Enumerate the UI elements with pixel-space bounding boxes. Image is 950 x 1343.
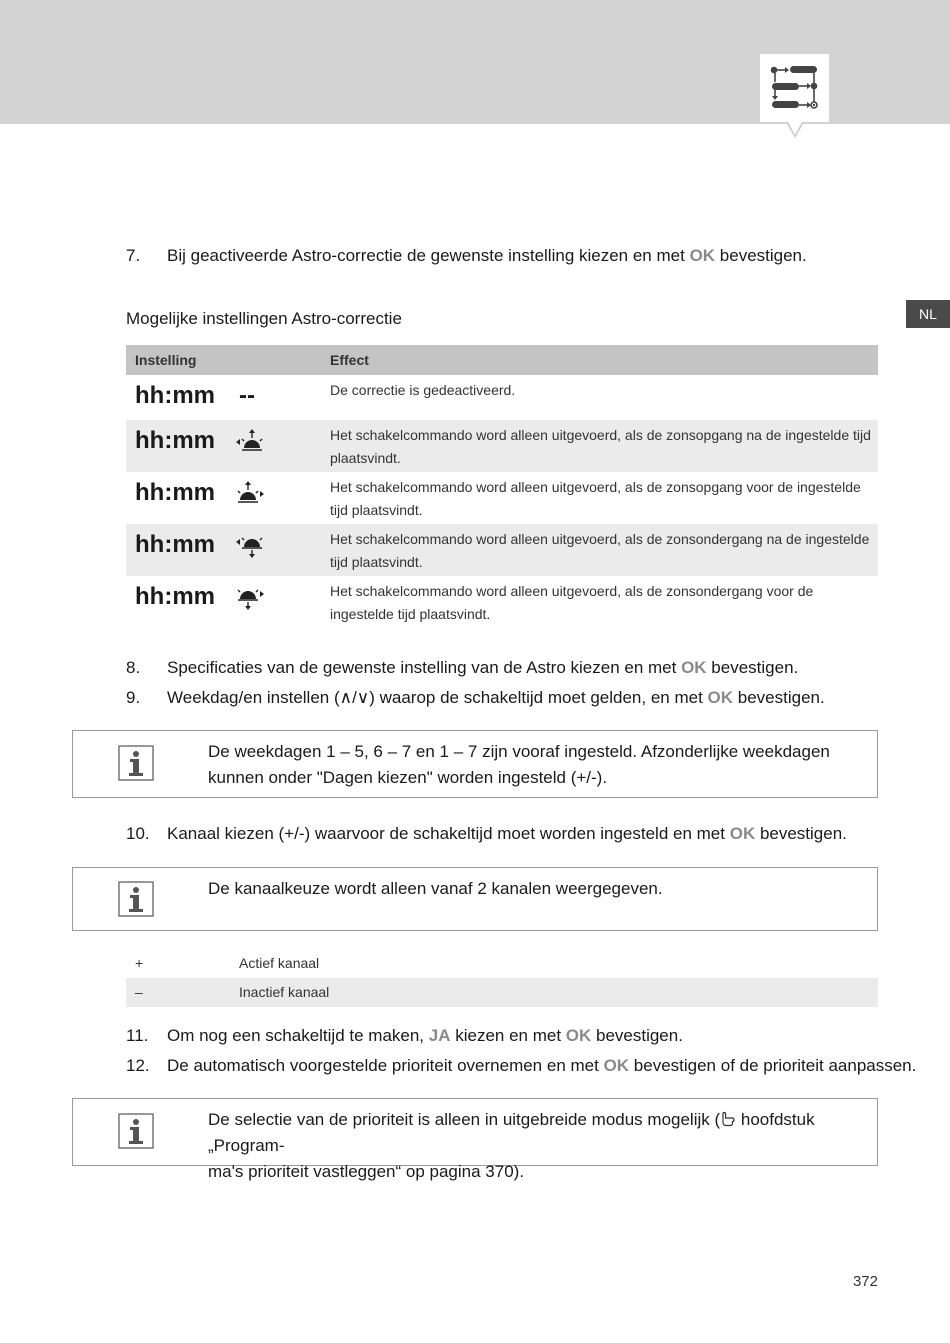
deactivated-symbol: -- [239, 382, 255, 409]
step-text: Om nog een schakeltijd te maken, JA kiezen en met OK bevestigen. [167, 1026, 683, 1045]
step-number: 12. [126, 1056, 150, 1075]
table-row [126, 576, 878, 628]
table-row [126, 978, 878, 1007]
step-number: 7. [126, 246, 141, 265]
info-icon [118, 1113, 154, 1149]
effect-text: Het schakelcommando word alleen uitgevoerd, als de zonsondergang voor de ingestelde tijd plaatsvindt. [330, 583, 814, 622]
info-note [72, 867, 878, 931]
astro-settings-table [126, 345, 878, 628]
step-text: Bij geactiveerde Astro-correctie de gewenste instelling kiezen en met OK bevestigen. [167, 246, 807, 265]
time-code: hh:mm [135, 479, 215, 506]
ok-key: OK [707, 688, 734, 707]
info-note [72, 730, 878, 798]
header-icon-box [760, 54, 829, 122]
language-tab[interactable]: NL [906, 300, 950, 328]
note-text: De weekdagen 1 – 5, 6 – 7 en 1 – 7 zijn vooraf ingesteld. Afzonderlijke weekdagen kunnen onder "Dagen kiezen" worden ingesteld (+/-). [208, 742, 830, 787]
step-text: Specificaties van de gewenste instelling van de Astro kiezen en met OK bevestigen. [167, 658, 799, 677]
table-header [126, 345, 878, 375]
channel-symbol: – [135, 984, 143, 1000]
header-setting: Instelling [135, 352, 197, 368]
step-number: 9. [126, 688, 141, 707]
table-row [126, 420, 878, 472]
info-note [72, 1098, 878, 1181]
ja-key: JA [428, 1026, 451, 1045]
header-effect: Effect [330, 352, 369, 368]
channel-label: Inactief kanaal [239, 984, 330, 1000]
program-flow-icon [760, 54, 829, 122]
ok-key: OK [729, 824, 756, 843]
effect-text: Het schakelcommando word alleen uitgevoerd, als de zonsondergang na de ingestelde tijd plaatsvindt. [330, 531, 870, 570]
step-number: 10. [126, 824, 150, 843]
time-code: hh:mm [135, 427, 215, 454]
info-icon [118, 745, 154, 781]
step-number: 11. [126, 1026, 149, 1045]
channel-symbol: + [135, 955, 144, 971]
ok-key: OK [565, 1026, 592, 1045]
sunset-after-icon [234, 534, 266, 560]
page-number: 372 [852, 1273, 878, 1290]
sunrise-before-icon [234, 480, 266, 506]
channel-label: Actief kanaal [239, 955, 320, 971]
sunrise-after-icon [234, 428, 266, 454]
step-text: De automatisch voorgestelde prioriteit overnemen en met OK bevestigen of de prioriteit aanpassen. [167, 1056, 917, 1075]
step-text: Weekdag/en instellen (∧/∨) waarop de schakeltijd moet gelden, en met OK bevestigen. [167, 688, 825, 707]
info-icon [118, 881, 154, 917]
ok-key: OK [689, 246, 716, 265]
step-text: Kanaal kiezen (+/-) waarvoor de schakeltijd moet worden ingesteld en met OK bevestigen. [167, 824, 847, 843]
sunset-before-icon [234, 586, 266, 612]
effect-text: Het schakelcommando word alleen uitgevoerd, als de zonsopgang voor de ingestelde tijd plaatsvindt. [330, 479, 861, 518]
table-row [126, 472, 878, 524]
step-number: 8. [126, 658, 141, 677]
hand-pointer-icon[interactable] [720, 1111, 736, 1127]
table-row [126, 375, 878, 420]
header-icon-pointer [786, 122, 804, 138]
time-code: hh:mm [135, 583, 215, 610]
ok-key: OK [603, 1056, 630, 1075]
effect-text: De correctie is gedeactiveerd. [330, 382, 516, 398]
ok-key: OK [681, 658, 707, 677]
channel-table [126, 949, 878, 1007]
table-row [126, 949, 878, 978]
table-row [126, 524, 878, 576]
note-text: De selectie van de prioriteit is alleen in uitgebreide modus mogelijk ( hoofdstuk „Program- ma's prioriteit vastleggen“ op pagina 370). [208, 1110, 815, 1181]
time-code: hh:mm [135, 382, 215, 409]
section-title: Mogelijke instellingen Astro-correctie [126, 309, 402, 328]
note-text: De kanaalkeuze wordt alleen vanaf 2 kanalen weergegeven. [208, 879, 663, 898]
time-code: hh:mm [135, 531, 215, 558]
effect-text: Het schakelcommando word alleen uitgevoerd, als de zonsopgang na de ingestelde tijd plaatsvindt. [330, 427, 871, 466]
